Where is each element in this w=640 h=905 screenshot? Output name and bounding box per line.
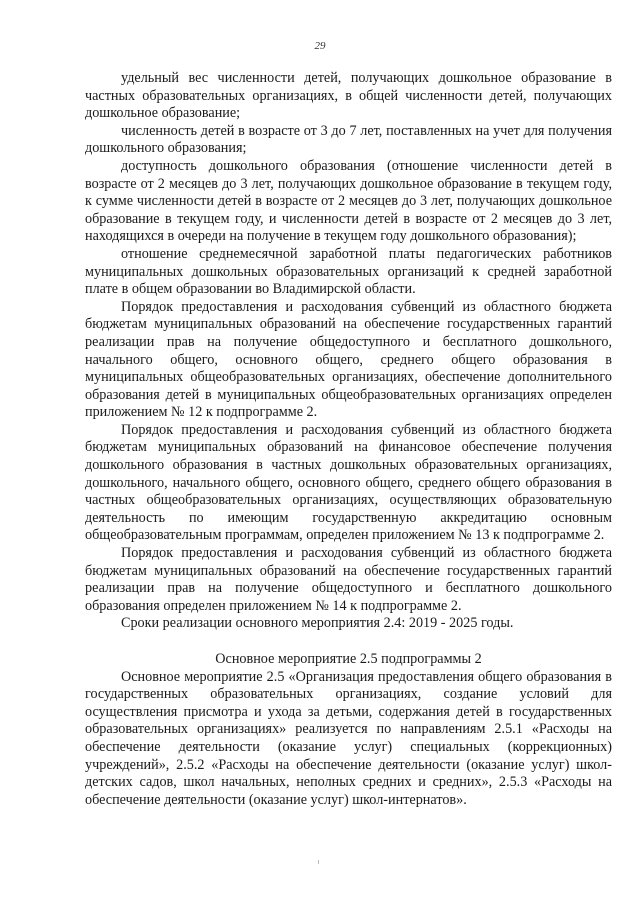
section-heading: Основное мероприятие 2.5 подпрограммы 2 [215,651,482,667]
paragraph: удельный вес численности детей, получающих дошкольное образование в частных образовательных организациях, в общей численности детей, получающих дошкольное образование; [85,70,612,122]
page-number: 29 [314,40,326,52]
paragraph: Порядок предоставления и расходования субвенций из областного бюджета бюджетам муниципальных образований на обеспечение государственных гарантий реализации прав на получение общедоступного и бесплатного дошкольного, начального общего, основного общего, среднего общего образования в муниципальных общеобразовательных организациях, обеспечение дополнительного образования детей в муниципальных общеобразовательных организациях определен приложением № 12 к подпрограмме 2. [85,298,612,421]
paragraph: Сроки реализации основного мероприятия 2.4: 2019 - 2025 годы. [121,615,514,632]
document-body [85,70,612,809]
section-paragraph: Основное мероприятие 2.5 «Организация предоставления общего образования в государственных образовательных организациях, создание условий для осуществления присмотра и ухода за детьми, содержания детей в государственных образовательных организациях» реализуется по направлениям 2.5.1 «Расходы на обеспечение деятельности (оказание услуг) специальных (коррекционных) учреждений», 2.5.2 «Расходы на обеспечение деятельности (оказание услуг) школ-детских садов, школ начальных, неполных средних и средних», 2.5.3 «Расходы на обеспечение деятельности (оказание услуг) школ-интернатов». [85,668,612,808]
scan-artifact [318,860,319,864]
paragraph: численность детей в возрасте от 3 до 7 лет, поставленных на учет для получения дошкольного образования; [85,122,612,157]
paragraph: доступность дошкольного образования (отношение численности детей в возрасте от 2 месяцев до 3 лет, получающих дошкольное образование в текущем году, к сумме численности детей в возрасте от 2 месяцев до 3 лет, получающих дошкольное образование в текущем году, и численности детей в возрасте от 2 месяцев до 3 лет, находящихся в очереди на получение в текущем году дошкольного образования); [85,157,612,245]
paragraph: Порядок предоставления и расходования субвенций из областного бюджета бюджетам муниципальных образований на финансовое обеспечение получения дошкольного образования в частных дошкольных образовательных организациях, дошкольного, начального общего, основного общего, среднего общего образования в частных общеобразовательных организациях, осуществляющих образовательную деятельность по имеющим государственную аккредитацию основным общеобразовательным программам, определен приложением № 13 к подпрограмме 2. [85,421,612,544]
paragraph: отношение среднемесячной заработной платы педагогических работников муниципальных дошкольных образовательных организаций к средней заработной плате в общем образовании во Владимирской области. [85,245,612,298]
paragraph: Порядок предоставления и расходования субвенций из областного бюджета бюджетам муниципальных образований на обеспечение государственных гарантий реализации прав на получение общедоступного и бесплатного дошкольного образования определен приложением № 14 к подпрограмме 2. [85,545,612,614]
